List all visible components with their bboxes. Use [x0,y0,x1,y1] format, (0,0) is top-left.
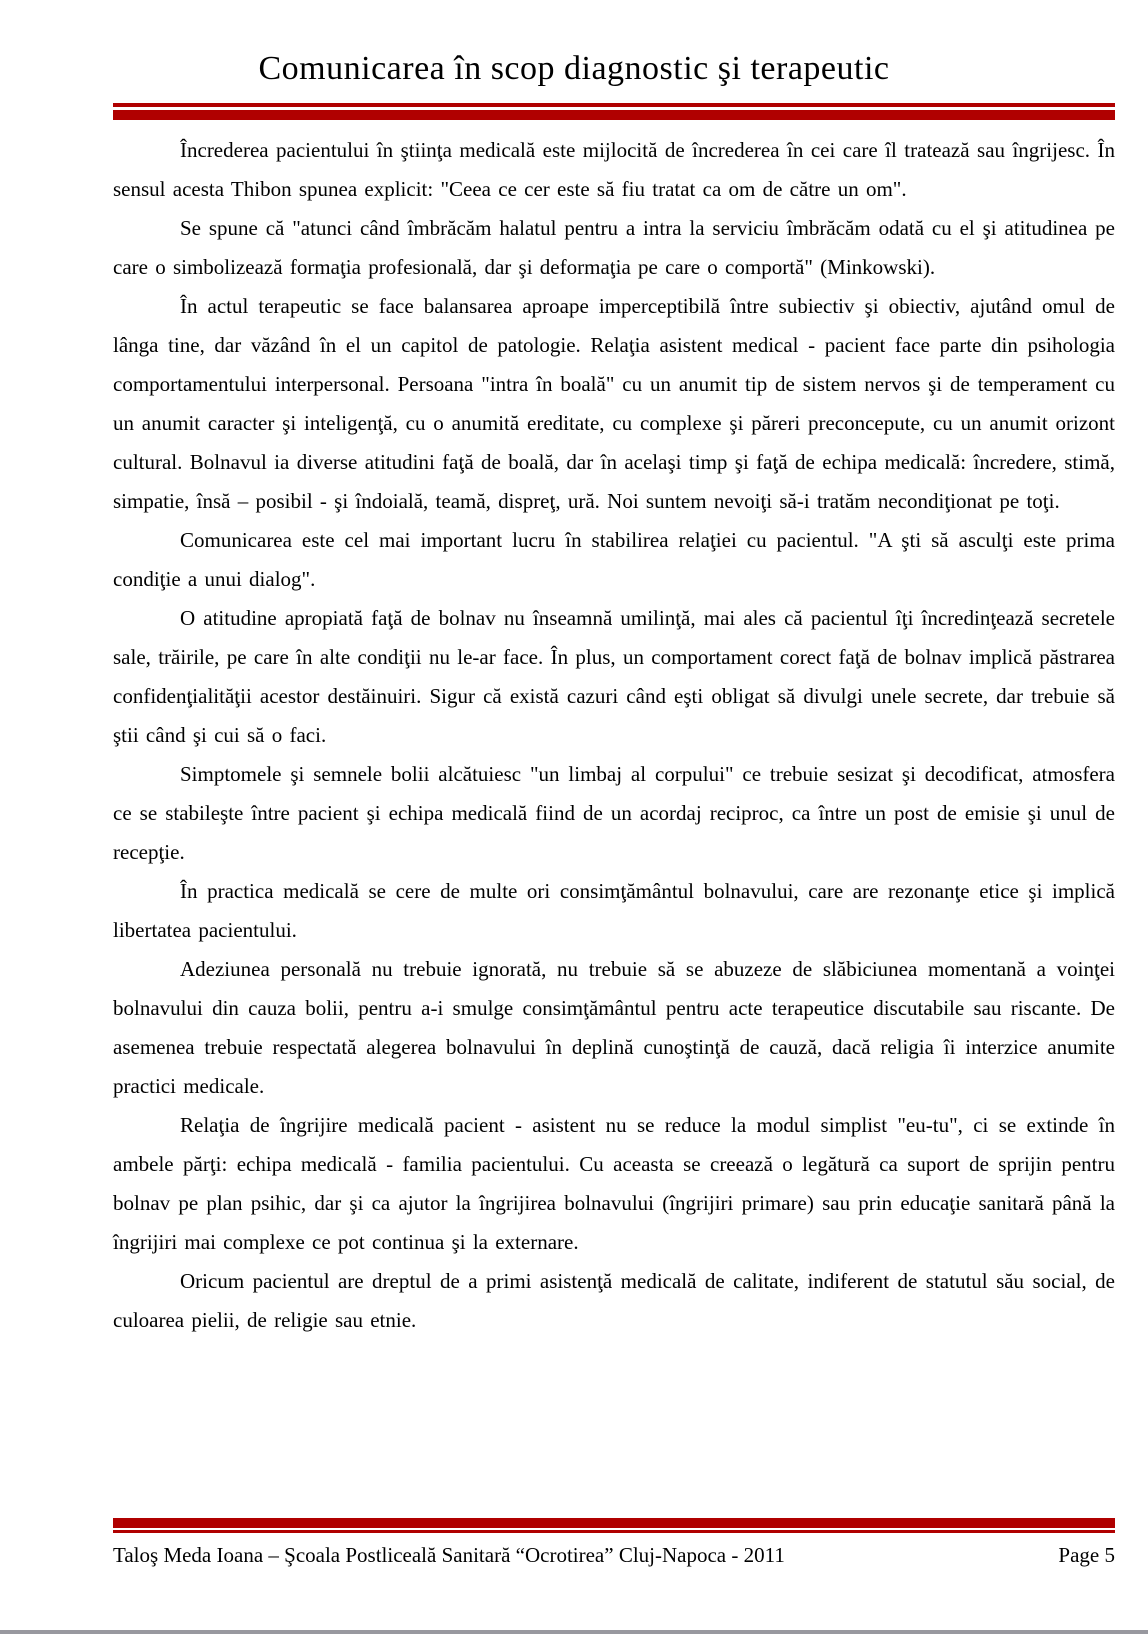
body-paragraph: Relaţia de îngrijire medicală pacient - asistent nu se reduce la modul simplist "eu-tu", ci se extinde în ambele părţi: echipa medicală - familia pacientului. Cu aceasta se creează o legătură ca suport de sprijin pentru bolnav pe plan psihic, dar şi ca ajutor la îngrijirea bolnavului (îngrijiri primare) sau prin educaţie sanitară până la îngrijiri mai complexe ce pot continua şi la externare. [113,1113,1115,1254]
body-paragraph: În practica medicală se cere de multe ori consimţământul bolnavului, care are rezonanţe etice şi implică libertatea pacientului. [113,879,1115,942]
header-rule [113,103,1115,120]
footer-page-number: Page 5 [1058,1543,1115,1567]
footer-rule [113,1518,1115,1533]
body-paragraph: Oricum pacientul are dreptul de a primi asistenţă medicală de calitate, indiferent de statutul său social, de culoarea pielii, de religie sau etnie. [113,1269,1115,1332]
footer-author: Taloş Meda Ioana – Şcoala Postliceală Sanitară “Ocrotirea” Cluj-Napoca - 2011 [113,1543,785,1567]
page-title: Comunicarea în scop diagnostic şi terapeutic [258,50,890,87]
body-paragraph: În actul terapeutic se face balansarea aproape imperceptibilă între subiectiv şi obiectiv, ajutând omul de lânga tine, dar văzând în el un capitol de patologie. Relaţia asistent medical - pacient face parte din psihologia comportamentului interpersonal. Persoana "intra în boală" cu un anumit tip de sistem nervos şi de temperament cu un anumit caracter şi inteligenţă, cu o anumită ereditate, cu complexe şi păreri preconcepute, cu un anumit orizont cultural. Bolnavul ia diverse atitudini faţă de boală, dar în acelaşi timp şi faţă de echipa medicală: încredere, stimă, simpatie, însă – posibil - şi îndoială, teamă, dispreţ, ură. Noi suntem nevoiţi să-i tratăm necondiţionat pe toţi. [113,294,1115,513]
footer-rule-thin-line [113,1530,1115,1533]
document-body [113,120,1115,1340]
page-bottom-edge [0,1630,1148,1634]
body-paragraph: O atitudine apropiată faţă de bolnav nu înseamnă umilinţă, mai ales că pacientul îţi încredinţează secretele sale, trăirile, pe care în alte condiţii nu le-ar face. În plus, un comportament corect faţă de bolnav implică păstrarea confidenţialităţii acestor destăinuiri. Sigur că există cazuri când eşti obligat să divulgi unele secrete, dar trebuie să ştii când şi cui să o faci. [113,606,1115,747]
body-paragraph: Adeziunea personală nu trebuie ignorată, nu trebuie să se abuzeze de slăbiciunea momentană a voinţei bolnavului din cauza bolii, pentru a-i smulge consimţământul pentru acte terapeutice discutabile sau riscante. De asemenea trebuie respectată alegerea bolnavului în deplină cunoştinţă de cauză, dacă religia îi interzice anumite practici medicale. [113,957,1115,1098]
body-paragraph: Încrederea pacientului în ştiinţa medicală este mijlocită de încrederea în cei care îl tratează sau îngrijesc. În sensul acesta Thibon spunea explicit: "Ceea ce cer este să fiu tratat ca om de către un om". [113,138,1115,201]
header-rule-thick-line [113,110,1115,120]
page-footer [113,1518,1115,1570]
body-paragraph: Comunicarea este cel mai important lucru în stabilirea relaţiei cu pacientul. "A şti să asculţi este prima condiţie a unui dialog". [113,528,1115,591]
footer-rule-thick-line [113,1518,1115,1528]
body-paragraph: Se spune că "atunci când îmbrăcăm halatul pentru a intra la serviciu îmbrăcăm odată cu el şi atitudinea pe care o simbolizează formaţia profesională, dar şi deformaţia pe care o comportă" (Minkowski). [113,216,1115,279]
body-paragraph: Simptomele şi semnele bolii alcătuiesc "un limbaj al corpului" ce trebuie sesizat şi decodificat, atmosfera ce se stabileşte între pacient şi echipa medicală fiind de un acordaj reciproc, ca între un post de emisie şi unul de recepţie. [113,762,1115,864]
